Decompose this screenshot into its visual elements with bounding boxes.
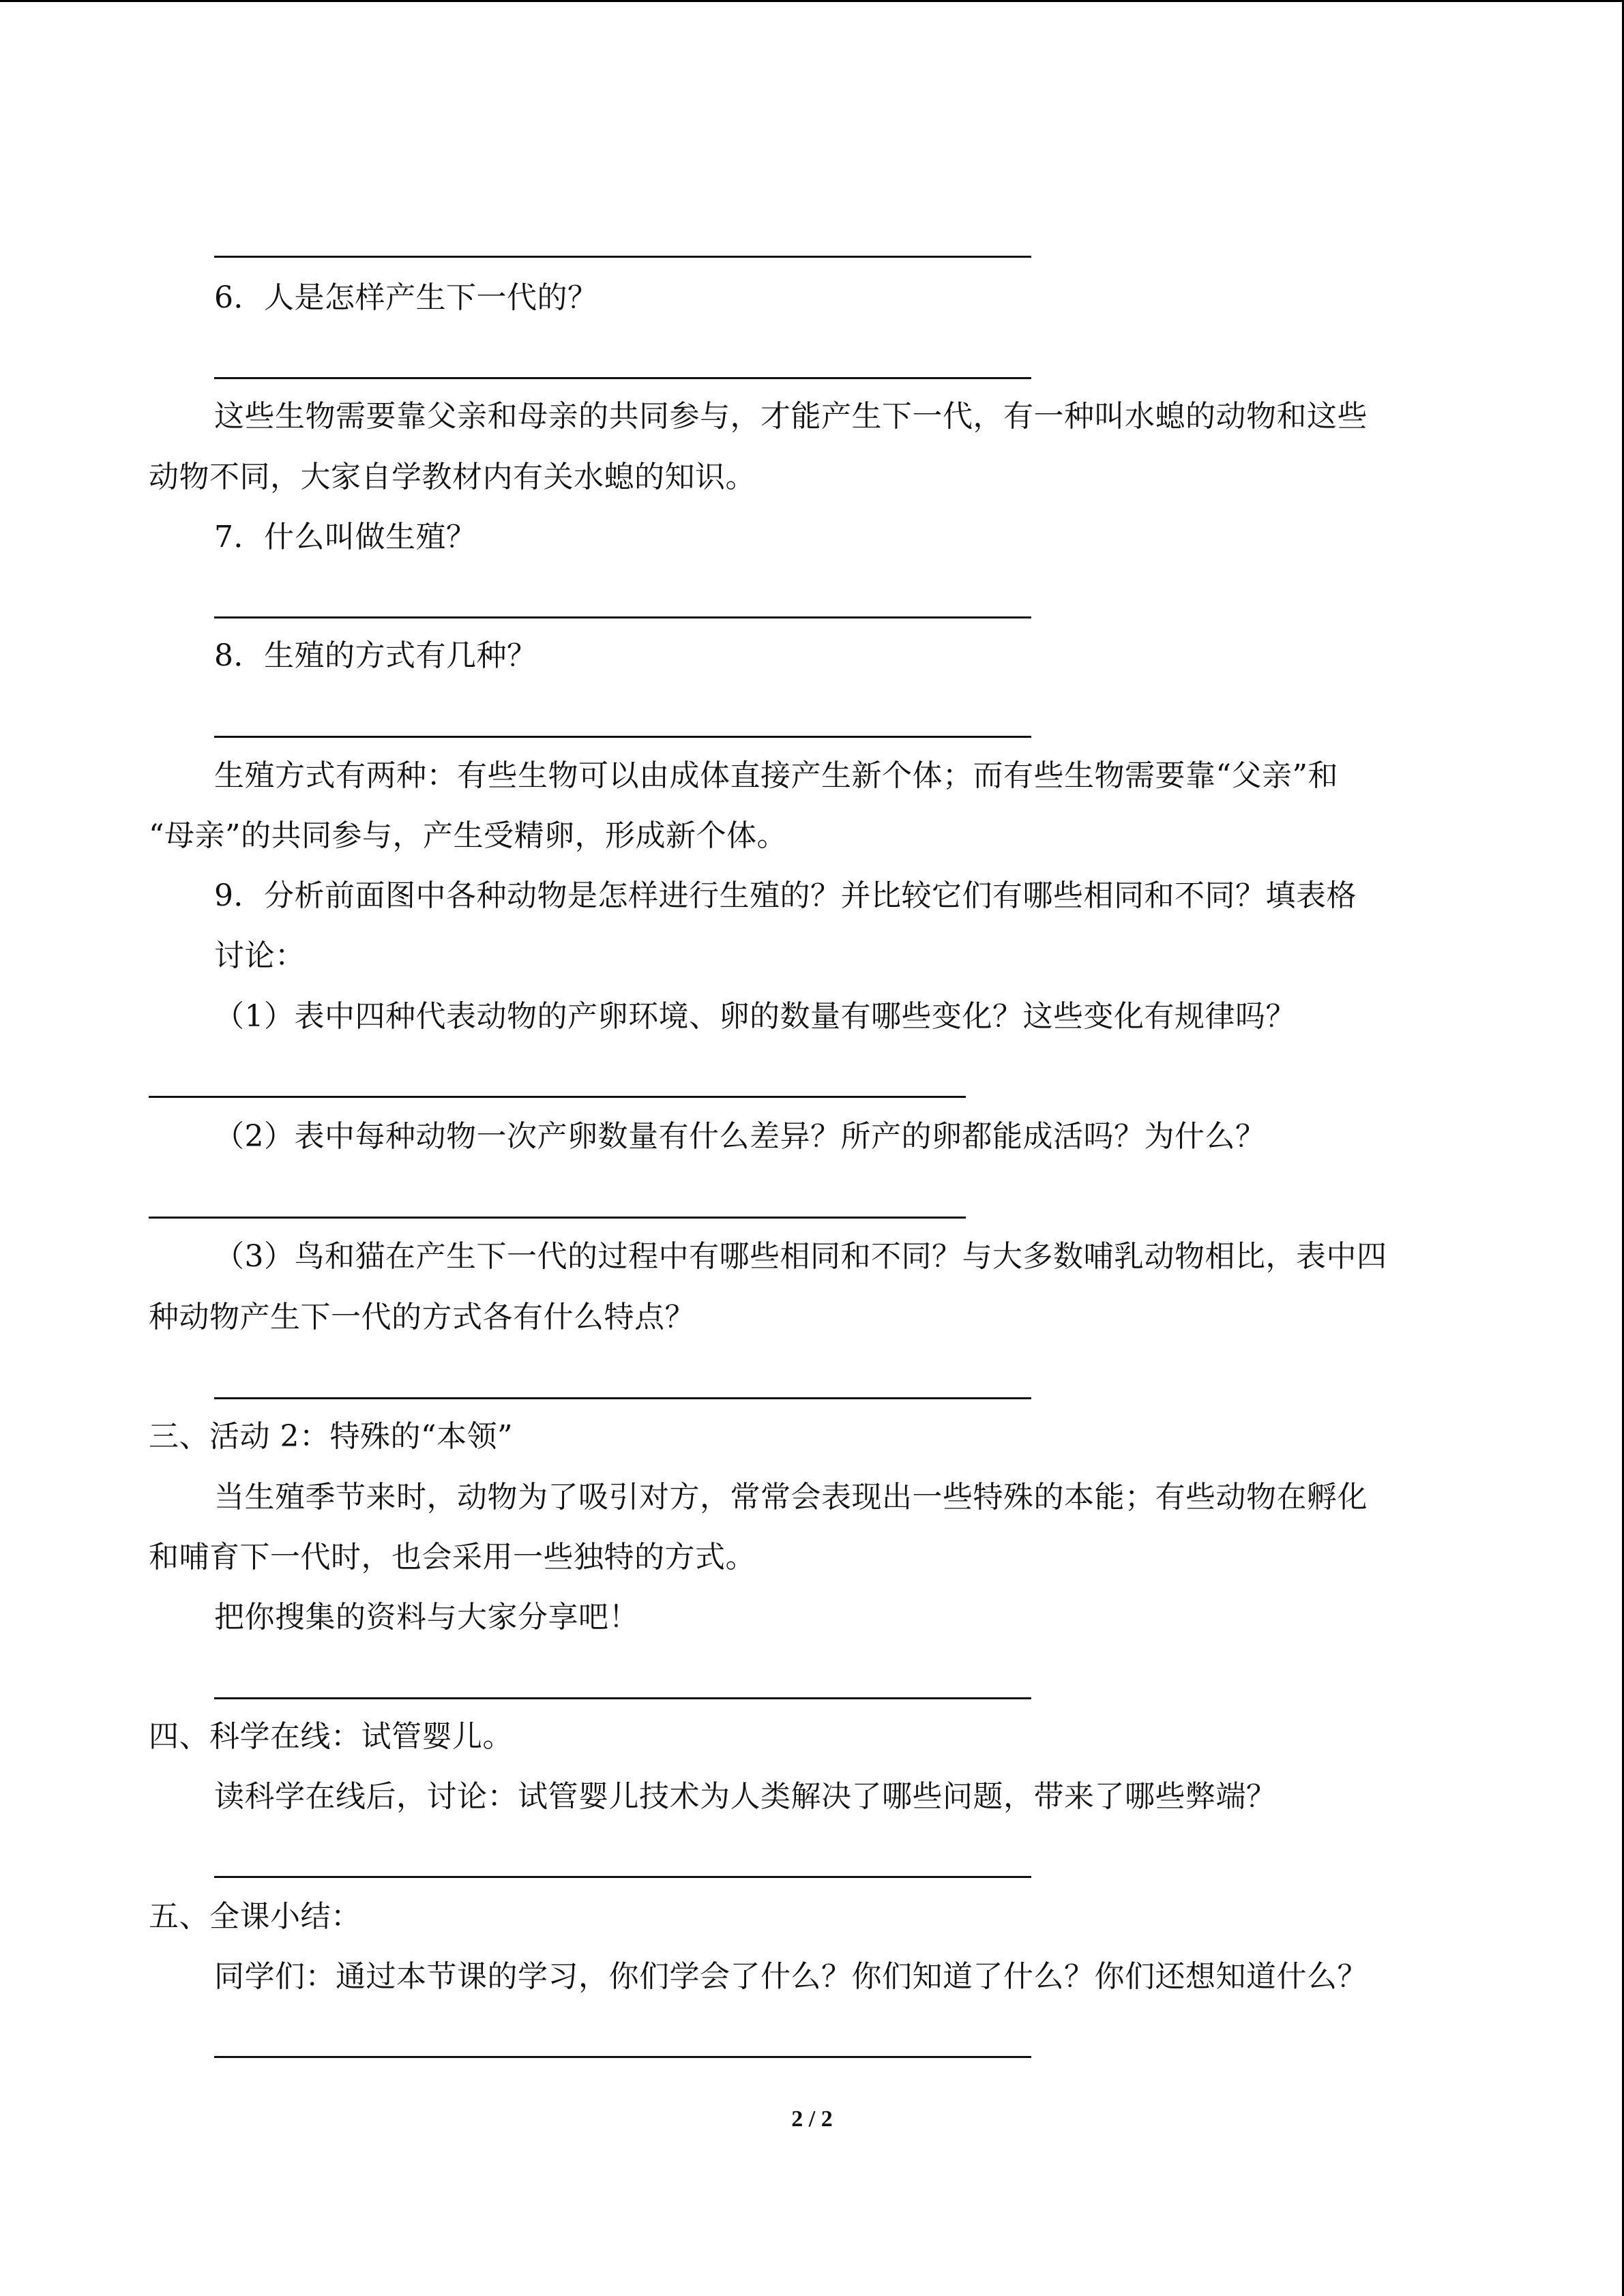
section-3-line-3: 把你搜集的资料与大家分享吧！	[214, 1600, 639, 1635]
section-5-heading: 五、全课小结：	[149, 1899, 361, 1934]
discussion-item-2: （2）表中每种动物一次产卵数量有什么差异？所产的卵都能成活吗？为什么？	[214, 1119, 1266, 1154]
question-9: 9．分析前面图中各种动物是怎样进行生殖的？并比较它们有哪些相同和不同？填表格	[214, 878, 1357, 913]
answer-line	[214, 1697, 1031, 1699]
paragraph-modes-line-1: 生殖方式有两种：有些生物可以由成体直接产生新个体；而有些生物需要靠“父亲”和	[214, 758, 1338, 793]
section-3-heading: 三、活动 2：特殊的“本领”	[149, 1419, 513, 1454]
answer-line	[149, 1217, 966, 1219]
answer-line	[214, 1397, 1031, 1399]
paragraph-hydra-line-1: 这些生物需要靠父亲和母亲的共同参与，才能产生下一代，有一种叫水螅的动物和这些	[214, 399, 1368, 434]
answer-line	[214, 377, 1031, 379]
section-3-line-2: 和哺育下一代时，也会采用一些独特的方式。	[149, 1540, 756, 1575]
discussion-item-3-line-2: 种动物产生下一代的方式各有什么特点？	[149, 1300, 695, 1335]
discussion-label: 讨论：	[214, 938, 306, 973]
answer-line	[214, 256, 1031, 258]
paragraph-hydra-line-2: 动物不同，大家自学教材内有关水螅的知识。	[149, 460, 756, 494]
answer-line	[214, 1876, 1031, 1878]
question-7: 7．什么叫做生殖？	[214, 520, 477, 554]
paragraph-modes-line-2: “母亲”的共同参与，产生受精卵，形成新个体。	[149, 818, 787, 853]
answer-line	[214, 736, 1031, 738]
page-number: 2 / 2	[791, 2106, 833, 2132]
answer-line	[149, 1096, 966, 1098]
question-8: 8．生殖的方式有几种？	[214, 638, 537, 673]
section-4-heading: 四、科学在线：试管婴儿。	[149, 1719, 513, 1754]
section-3-line-1: 当生殖季节来时，动物为了吸引对方，常常会表现出一些特殊的本能；有些动物在孵化	[214, 1480, 1368, 1515]
discussion-item-1: （1）表中四种代表动物的产卵环境、卵的数量有哪些变化？这些变化有规律吗？	[214, 999, 1296, 1034]
section-4-line-1: 读科学在线后，讨论：试管婴儿技术为人类解决了哪些问题，带来了哪些弊端？	[214, 1779, 1277, 1814]
answer-line	[214, 616, 1031, 618]
answer-line	[214, 2056, 1031, 2058]
section-5-line-1: 同学们：通过本节课的学习，你们学会了什么？你们知道了什么？你们还想知道什么？	[214, 1959, 1368, 1994]
discussion-item-3-line-1: （3）鸟和猫在产生下一代的过程中有哪些相同和不同？与大多数哺乳动物相比，表中四	[214, 1239, 1387, 1274]
question-6: 6．人是怎样产生下一代的？	[214, 280, 598, 315]
